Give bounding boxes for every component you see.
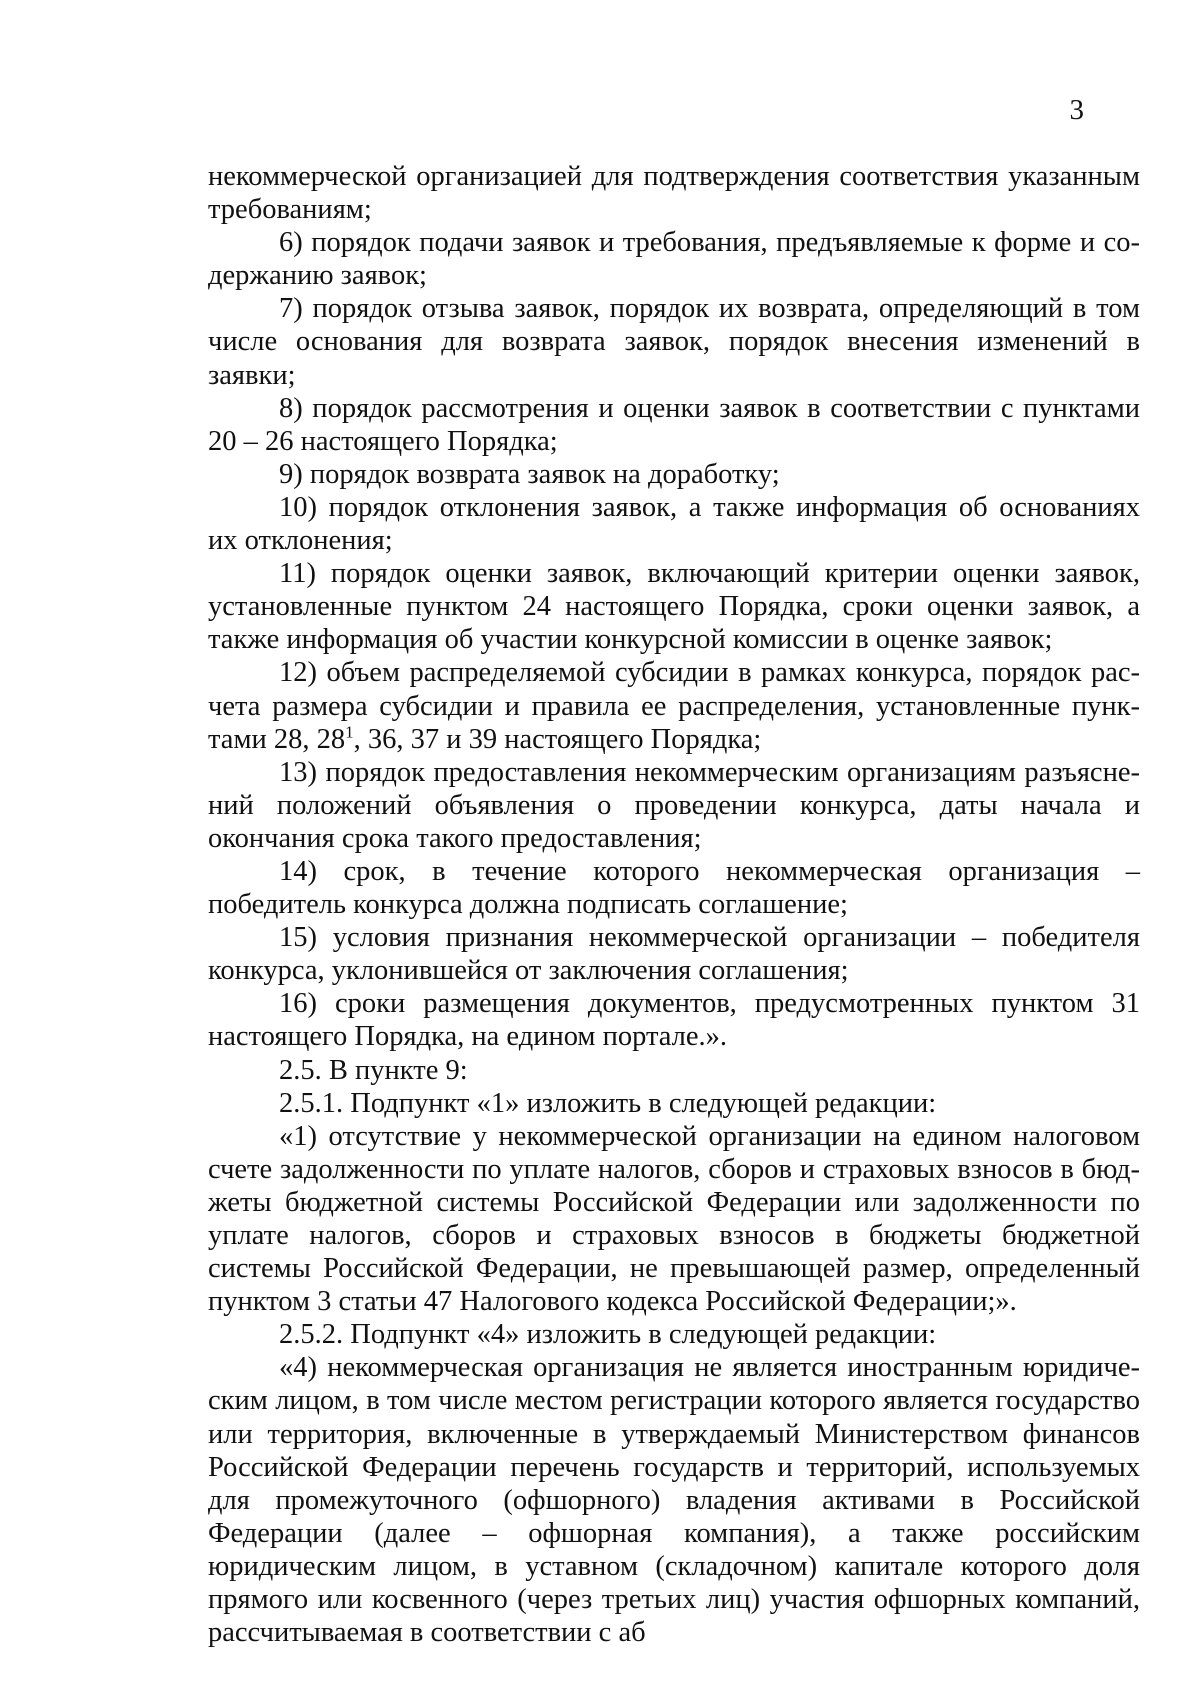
list-item-9: 9) порядок возврата заявок на доработку;	[279, 458, 780, 490]
paragraph-continuation: некоммерческой организацией для подтверждения соответствия указанным требованиям;	[208, 161, 1140, 226]
list-item-8: 8) порядок рассмотрения и оценки заявок в соответствии с пунктами 20 – 26 настоящего Порядка;	[208, 392, 1140, 457]
subitem-1-text: «1) отсутствие у некоммерческой организации на едином налоговом счете задолженности по уплате налогов, сборов и страховых взносов в бюджеты бюджетной системы Российской Федерации или задолженности по уплате налогов, сборов и страховых взносов в бюджеты бюджетной системы Российской Федерации, не превышающей размер, определенный пунктом 3 статьи 47 Налогового кодекса Российской Федерации;».	[208, 1120, 1140, 1318]
list-item-12	[208, 656, 1140, 755]
list-item-10: 10) порядок отклонения заявок, а также информация об основаниях их отклонения;	[208, 491, 1140, 557]
superscript-1: 1	[345, 722, 354, 742]
subitem-4-text: «4) некоммерческая организация не является иностранным юридическим лицом, в том числе местом регистрации которого является государство или территория, включенные в утверждаемый Министерством финансов Российской Федерации перечень государств и территорий, используемых для промежуточного (офшорного) владения активами в Российской Федерации (далее – офшорная компания), а также российским юридическим лицом, в уставном (складочном) капитале которого доля прямого или косвенного (через третьих лиц) участия офшорных компаний, рассчитываемая в соответствии с аб	[208, 1352, 1140, 1649]
section-2-5-2: 2.5.2. Подпункт «4» изложить в следующей редакции:	[279, 1319, 937, 1351]
list-item-11: 11) порядок оценки заявок, включающий критерии оценки заявок, установленные пунктом 24 настоящего Порядка, сроки оценки заявок, а также информация об участии конкурсной комиссии в оценке заявок;	[208, 558, 1140, 656]
section-2-5-1: 2.5.1. Подпункт «1» изложить в следующей редакции:	[279, 1087, 937, 1119]
list-item-15: 15) условия признания некоммерческой организации – победителя конкурса, уклонившейся от заключения соглашения;	[208, 922, 1140, 987]
list-item-6: 6) порядок подачи заявок и требования, предъявляемые к форме и содержанию заявок;	[208, 227, 1140, 292]
page-number: 3	[1069, 94, 1084, 126]
document-body	[208, 160, 1140, 1649]
section-2-5: 2.5. В пункте 9:	[279, 1054, 468, 1086]
list-item-12-text: 12) объем распределяемой субсидии в рамках конкурса, порядок расчета размера субсидии и правила ее распределения, установленные пунктами 28, 28	[208, 657, 1140, 755]
list-item-13: 13) порядок предоставления некоммерческим организациям разъяснений положений объявления о проведении конкурса, даты начала и окончания срока такого предоставления;	[208, 756, 1140, 854]
list-item-16: 16) сроки размещения документов, предусмотренных пунктом 31 настоящего Порядка, на едином портале.».	[208, 988, 1140, 1053]
list-item-12-text-end: , 36, 37 и 39 настоящего Порядка;	[353, 723, 762, 755]
list-item-7: 7) порядок отзыва заявок, порядок их возврата, определяющий в том числе основания для возврата заявок, порядок внесения изменений в заявки;	[208, 293, 1140, 391]
list-item-14: 14) срок, в течение которого некоммерческая организация – победитель конкурса должна подписать соглашение;	[208, 855, 1140, 921]
